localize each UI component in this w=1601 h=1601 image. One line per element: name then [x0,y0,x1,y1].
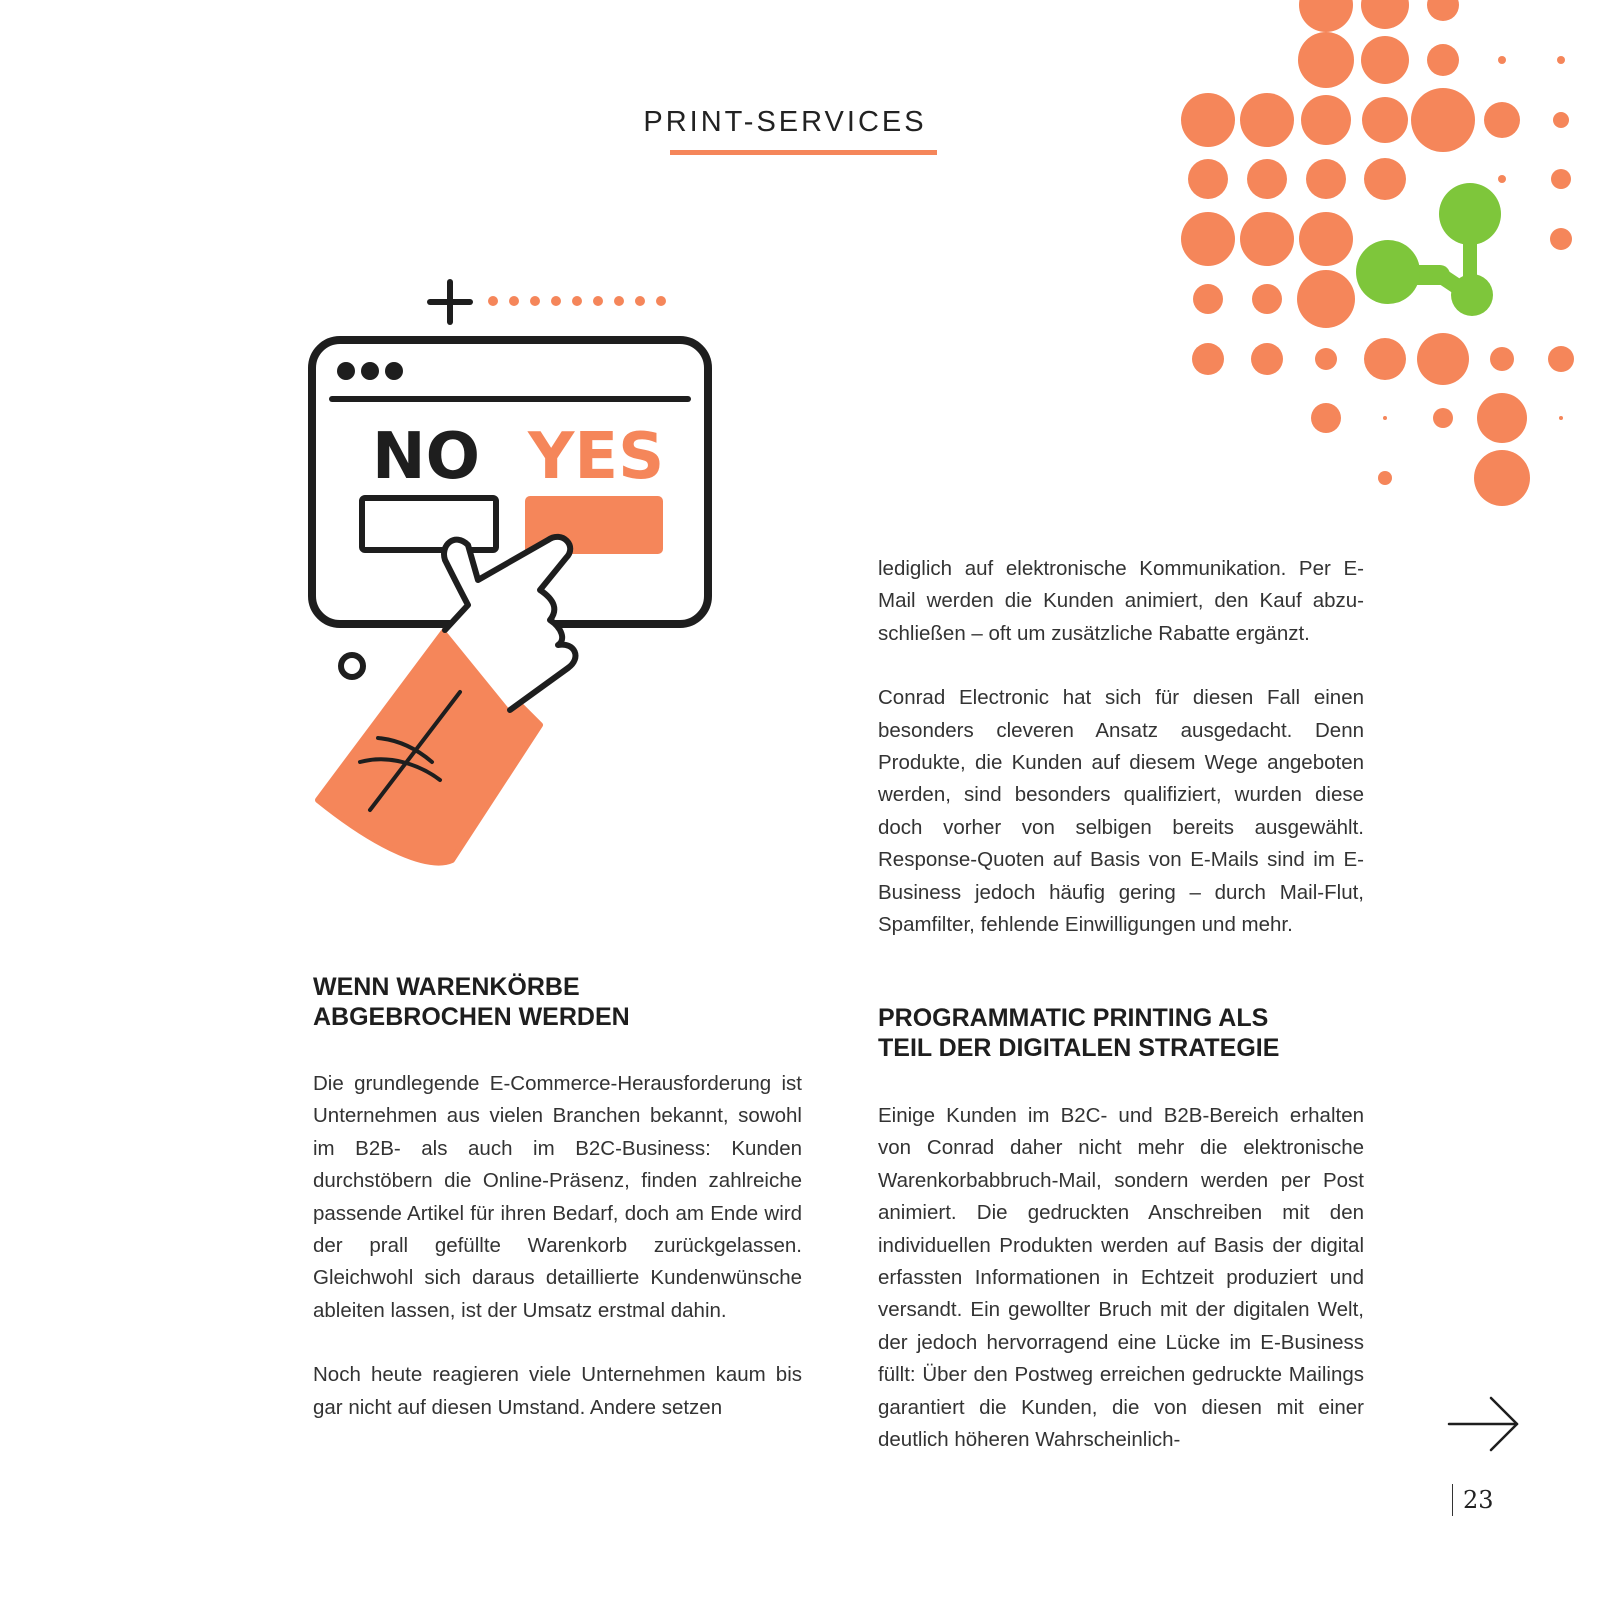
yes-label: YES [528,420,665,494]
heading-line: TEIL DER DIGITALEN STRATEGIE [878,1034,1280,1062]
pattern-dot [1181,93,1235,147]
pattern-dot [1498,175,1506,183]
pattern-dot [1417,333,1469,385]
pattern-dot [1240,212,1294,266]
no-label: NO [372,420,480,494]
pattern-dot [1550,228,1572,250]
paragraph: lediglich auf elektronische Kommunikation. Per E-Mail werden die Kunden animiert, den Kauf abzuschließen – oft um zusätzliche Rabatte ergänzt. [878,557,1364,645]
decorative-dot-pattern [1150,0,1601,520]
pattern-dot [1364,338,1406,380]
pattern-dot [1433,408,1453,428]
pattern-dot [1361,0,1409,29]
pattern-dot [1553,112,1569,128]
page-number-divider [1452,1484,1453,1516]
pattern-dot [1551,169,1571,189]
pattern-dot [1181,212,1235,266]
page-number: 23 [1463,1486,1494,1514]
pattern-dot [1427,44,1459,76]
section-title: PRINT-SERVICES [643,106,927,138]
pattern-dot [1490,347,1514,371]
abandoned-cart-illustration [300,270,740,890]
page-number-block [1452,1482,1494,1518]
green-molecule-shape [1356,183,1501,316]
pattern-dot [1484,102,1520,138]
pattern-dot [1362,97,1408,143]
pattern-dot [1477,393,1527,443]
pattern-dot [1247,159,1287,199]
pattern-dot [1557,56,1565,64]
section-title-underline [670,150,937,155]
pattern-dot [1364,158,1406,200]
pattern-dot [1427,0,1459,21]
pattern-dot [1306,159,1346,199]
arrow-right-icon[interactable] [1445,1394,1525,1454]
pattern-dot [1315,348,1337,370]
heading-line: PROGRAMMATIC PRINTING ALS [878,1004,1269,1032]
paragraph: Noch heute reagieren viele Unternehmen kaum bis gar nicht auf diesen Umstand. Andere setzen [313,1363,802,1419]
heading-line: WENN WARENKÖRBE [313,973,580,1001]
dotted-line-decoration [488,296,666,306]
plus-icon [430,282,470,322]
pattern-dot [1378,471,1392,485]
pattern-dot [1411,88,1475,152]
right-column-body-bottom [878,1100,1364,1456]
pattern-dot [1498,56,1506,64]
pattern-dot [1299,212,1353,266]
pattern-dot [1252,284,1282,314]
pattern-dot [1383,416,1387,420]
pattern-dot [1188,159,1228,199]
pattern-dot [1311,403,1341,433]
pattern-dot [1299,0,1353,32]
pattern-dot [1192,343,1224,375]
pattern-dot [1301,95,1351,145]
pattern-dot [1193,284,1223,314]
no-button-graphic [362,498,496,550]
pattern-dot [1548,346,1574,372]
right-column-body-top [878,553,1364,941]
small-ring-decoration [341,655,363,677]
pattern-dot [1474,450,1530,506]
pattern-dot [1240,93,1294,147]
pattern-dot [1298,32,1354,88]
paragraph: Die grundlegende E-Commerce-Herausforderung ist Unternehmen aus vielen Branchen bekannt, sowohl im B2B- als auch im B2C-Business: Kunden durchstöbern die Online-Präsenz, finden zahlreiche passende Artikel für ihren Bedarf, doch am Ende wird der prall gefüllte Warenkorb zurückgelassen. Gleichwohl sich daraus detaillierte Kundenwünsche ableiten lassen, ist der Umsatz erstmal dahin. [313,1072,802,1322]
left-column-body [313,1068,802,1424]
pattern-dot [1559,416,1563,420]
left-column-heading [313,972,793,1032]
heading-line: ABGEBROCHEN WERDEN [313,1003,630,1031]
pattern-dot [1361,36,1409,84]
pattern-dot [1251,343,1283,375]
pattern-dot [1297,270,1355,328]
paragraph: Einige Kunden im B2C- und B2B-Bereich erhalten von Conrad daher nicht mehr die elektronische Warenkorbabbruch-Mail, sondern werden per Post animiert. Die gedruckten Anschreiben mit den individuellen Produkten werden auf Basis der digital erfassten Informationen in Echtzeit produziert und versandt. Ein gewollter Bruch mit der digitalen Welt, der jedoch hervorragend eine Lücke im E-Business füllt: Über den Postweg erreichen gedruckte Mailings garantiert die Kunden, die von diesen mit einer deutlich höheren Wahrscheinlich- [878,1104,1364,1452]
paragraph: Conrad Electronic hat sich für diesen Fall einen besonders cleveren Ansatz ausgedacht. Denn Produkte, die Kunden auf diesem Wege angeboten werden, sind besonders qualifiziert, wurden diese doch vorher von selbigen bereits ausgewählt. Response-Quoten auf Basis von E-Mails sind im E-Business jedoch häufig gering – durch Mail-Flut, Spamfilter, fehlende Einwilligungen und mehr. [878,686,1364,937]
window-dots-icon [337,362,403,380]
right-column-heading [878,1003,1378,1063]
